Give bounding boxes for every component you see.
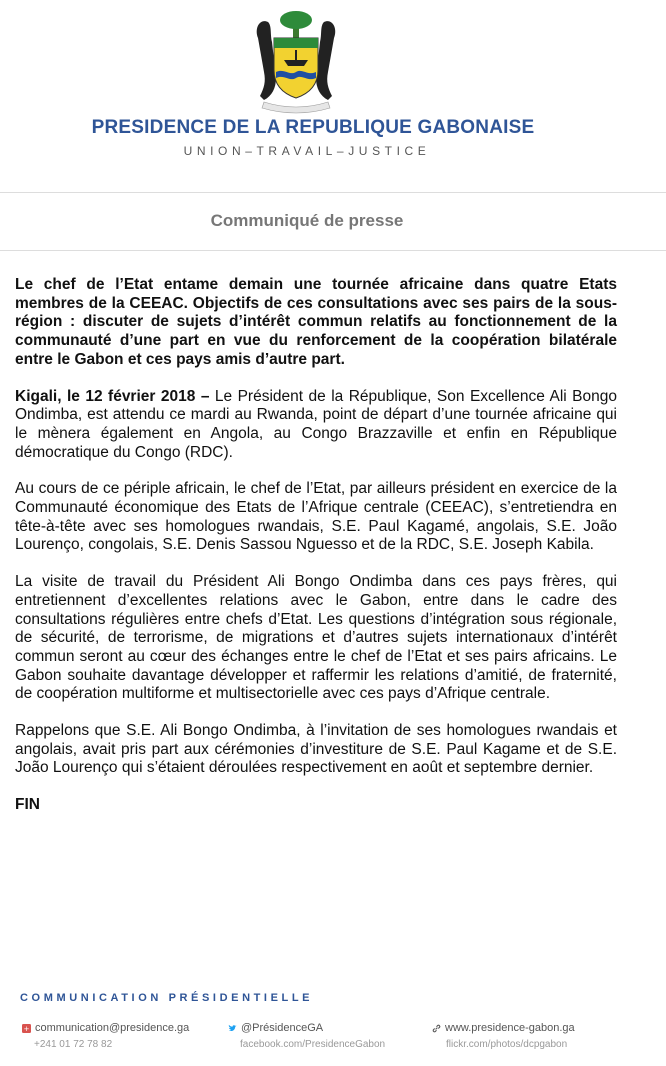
footer-flickr[interactable]: flickr.com/photos/dcpgabon — [446, 1039, 568, 1050]
document-type: Communiqué de presse — [210, 211, 404, 230]
footer-phone: +241 01 72 78 82 — [34, 1039, 113, 1050]
closing-fin: FIN — [15, 796, 40, 814]
header-divider — [0, 192, 666, 193]
page-title: PRESIDENCE DE LA REPUBLIQUE GABONAISE — [91, 117, 535, 138]
footer-twitter-text: @PrésidenceGA — [241, 1022, 324, 1034]
footer-website-text: www.presidence-gabon.ga — [445, 1022, 575, 1034]
footer-title: COMMUNICATION PRÉSIDENTIELLE — [20, 992, 314, 1004]
motto: UNION–TRAVAIL–JUSTICE — [183, 144, 431, 158]
dateline: Kigali, le 12 février 2018 – — [15, 387, 210, 405]
paragraph-3: La visite de travail du Président Ali Bongo Ondimba dans ces pays frères, qui entretiennent d’excellentes relations avec le Gabon, entre dans le cadre des consultations régulières entre chefs d’Etat. Les questions d’intégration sous régionale, de sécurité, de terrorisme, de migrations et d’autres sujets internationaux d’intérêt commun seront au cœur des échanges entre le chef de l’Etat et ses pairs africains. Le Gabon souhaite davantage développer et raffermir les relations d’amitié, de fraternité, de coopération multiforme et multisectorielle avec ces pays d’Afrique centrale. — [15, 573, 617, 703]
twitter-icon — [228, 1024, 237, 1033]
footer-email[interactable] — [22, 1022, 189, 1034]
gabon-coat-of-arms-icon — [250, 8, 342, 116]
paragraph-2: Au cours de ce périple africain, le chef de l’Etat, par ailleurs président en exercice de la Communauté économique des Etats de l’Afrique centrale (CEEAC), s’entretiendra en tête-à-tête avec ses homologues rwandais, S.E. Paul Kagamé, angolais, S.E. João Lourenço, congolais, S.E. Denis Sassou Nguesso et de la RDC, S.E. Joseph Kabila. — [15, 480, 617, 554]
footer-website[interactable] — [432, 1022, 575, 1034]
lead-paragraph: Le chef de l’Etat entame demain une tournée africaine dans quatre Etats membres de la CEEAC. Objectifs de ces consultations avec ses pairs de la sous-région : discuter de sujets d’intérêt commun relatifs au fonctionnement de la communauté d’une part en vue du renforcement de la coopération bilatérale entre le Gabon et ces pays amis d’autre part. — [15, 276, 617, 368]
svg-text:+: + — [23, 1023, 30, 1033]
footer-email-text: communication@presidence.ga — [35, 1022, 190, 1034]
doc-type-divider — [0, 250, 666, 251]
google-plus-icon — [22, 1024, 31, 1033]
footer-twitter[interactable] — [228, 1022, 323, 1034]
article-body — [15, 276, 617, 833]
paragraph-1 — [15, 388, 617, 463]
paragraph-4: Rappelons que S.E. Ali Bongo Ondimba, à l’invitation de ses homologues rwandais et angolais, avait pris part aux cérémonies d’investiture de S.E. Paul Kagame et de S.E. João Lourenço qui s’étaient déroulées respectivement en août et septembre dernier. — [15, 722, 617, 777]
footer-facebook[interactable]: facebook.com/PresidenceGabon — [240, 1039, 386, 1050]
paragraph-1-text: Le Président de la République, Son Excellence Ali Bongo Ondimba, est attendu ce mardi au Rwanda, point de départ d’une tournée africaine qui le mènera également en Angola, au Congo Brazzaville et enfin en République démocratique du Congo (RDC). — [15, 387, 617, 461]
link-icon — [432, 1024, 441, 1033]
